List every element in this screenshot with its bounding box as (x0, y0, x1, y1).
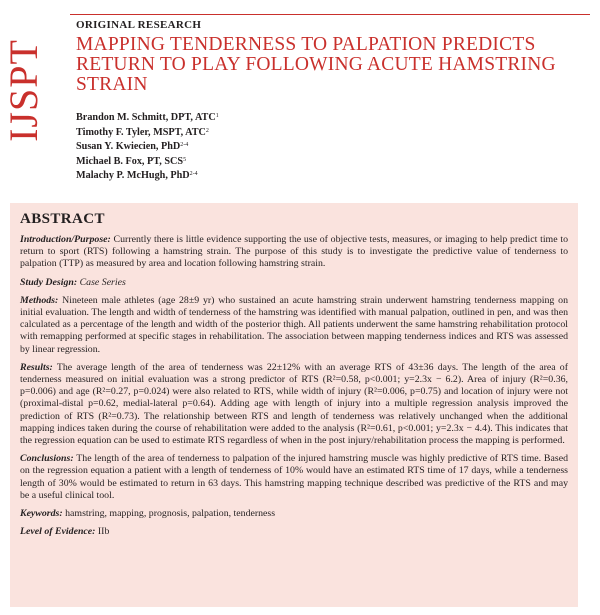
author: Brandon M. Schmitt, DPT, ATC$^1$ (76, 112, 219, 123)
abstract-level-of-evidence: Level of Evidence: IIb (20, 526, 110, 538)
header-rule (70, 14, 590, 15)
abstract-results: Results: The average length of the area of tenderness was 22±12% with an average RTS of 43±36 days. The length of the area of tenderness measured on initial evaluation was a strong predictor of RTS (R²=0.58, p<0.001; y=2.3x − 6.2). Area of injury (R²=0.36, p=0.006) and age (R²=0.27, p=0.024) were also related to RTS, while width of injury (R²=0.006, p=0.75) and location of injury were not (proximal-distal p=0.62, medial-lateral p=0.64). Adding age with length of injury into a multiple regression analysis improved the prediction of RTS (R²=0.73). The relationship between RTS and length of tenderness was relatively unchanged when the additional mapping indices taken during the course of rehabilitation were added to the analysis (R²=0.61, p<0.001; y=2.3x − 4.4). This indicates that the regression equation can be used to estimate RTS regardless of when in the post injury/rehabilitation process the mapping is performed. (20, 361, 568, 447)
author: Susan Y. Kwiecien, PhD$^{2-4}$ (76, 141, 189, 153)
abstract-keywords: Keywords: hamstring, mapping, prognosis, palpation, tenderness (20, 508, 276, 520)
abstract-box (10, 203, 578, 607)
section-label: ORIGINAL RESEARCH (76, 19, 202, 31)
abstract-study-design: Study Design: Case Series (20, 276, 126, 288)
abstract-heading: ABSTRACT (20, 211, 105, 227)
article-title: MAPPING TENDERNESS TO PALPATION PREDICTS RETURN TO PLAY FOLLOWING ACUTE HAMSTRING STRAIN (76, 34, 556, 95)
author: Timothy F. Tyler, MSPT, ATC$^2$ (76, 126, 209, 138)
journal-logo: IJSPT (0, 38, 46, 142)
abstract-methods: Methods: Nineteen male athletes (age 28±9 yr) who sustained an acute hamstring strain underwent hamstring tenderness mapping on initial evaluation. The length and width of tenderness of the hamstring was identified with manual palpation, outlined in pen, and was then calculated as a percentage of the length and width of the posterior thigh. All patients underwent the same hamstring rehabilitation protocol with remapping performed at specific stages in rehabilitation. The association between mapping tenderness indices and RTS was assessed by linear regression. (20, 294, 568, 355)
abstract-introduction: Introduction/Purpose: Currently there is little evidence supporting the use of objective tests, measures, or imaging to help predict time to return to sport (RTS) following a hamstring strain. The purpose of this study is to investigate the predictive value of tenderness to palpation (TTP) as measured by area and location following hamstring strain. (20, 234, 568, 270)
author-list (76, 110, 219, 183)
abstract-conclusions: Conclusions: The length of the area of tenderness to palpation of the injured hamstring muscle was highly predictive of RTS time. Based on the regression equation a patient with a length of tenderness of 10% would have an estimated RTS time of 17 days, while a tenderness length of 30% would be estimated to return in 63 days. This hamstring mapping technique described was predictive of the RTS and may be a useful clinical tool. (20, 453, 568, 501)
author: Malachy P. McHugh, PhD$^{2-4}$ (76, 170, 198, 182)
author: Michael B. Fox, PT, SCS$^5$ (76, 155, 187, 167)
